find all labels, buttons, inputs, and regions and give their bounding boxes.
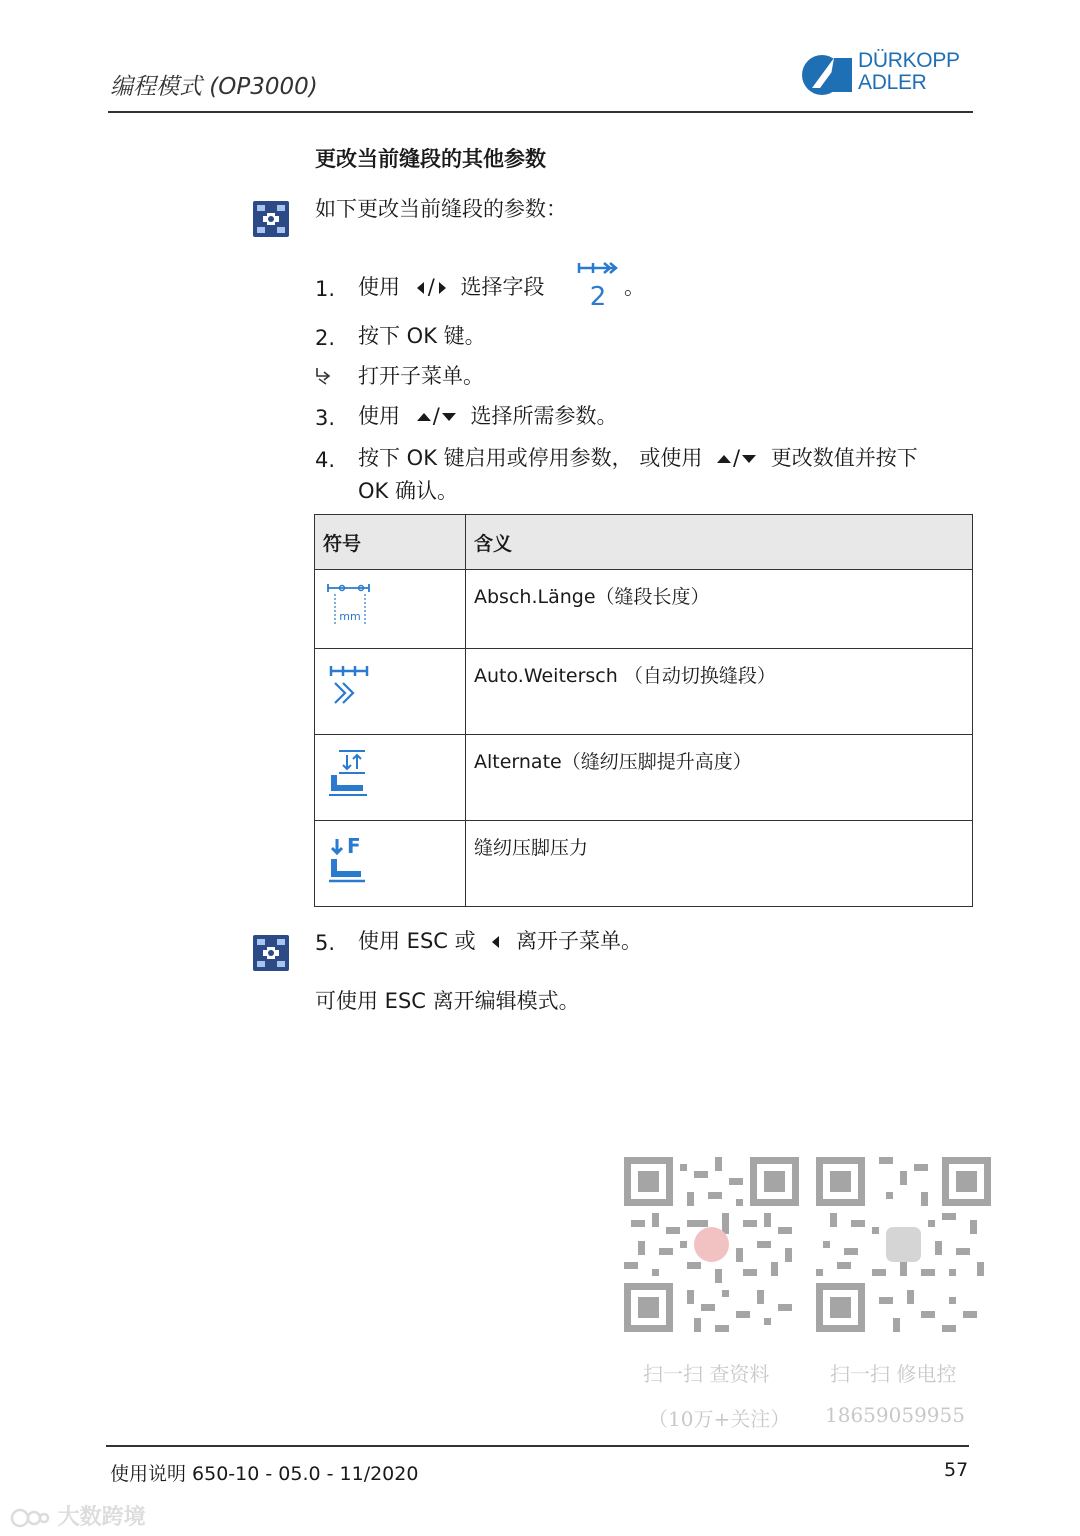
step-2-number: 2.	[315, 326, 336, 350]
header-rule	[108, 111, 973, 113]
step-3-text-a: 使用	[358, 404, 400, 428]
intro-text: 如下更改当前缝段的参数：	[315, 197, 567, 221]
symbol-cell	[315, 821, 466, 907]
seam-length-icon	[325, 582, 373, 628]
qr-right-caption-1: 扫一扫 修电控	[830, 1362, 957, 1386]
svg-text:2: 2	[589, 282, 607, 308]
step-3-text-b: 选择所需参数。	[470, 404, 618, 428]
meaning-cell: Auto.Weitersch （自动切换缝段）	[466, 649, 973, 735]
brand-name: DÜRKOPP ADLER	[858, 49, 960, 94]
step-5-number: 5.	[315, 931, 336, 955]
svg-text:mm: mm	[339, 610, 361, 623]
step-3-sep: /	[432, 404, 440, 428]
step-1-sep: /	[427, 275, 435, 299]
arrow-left-icon	[492, 936, 499, 948]
step-5-text-b: 离开子菜单。	[516, 929, 642, 953]
qr-left-caption-2: （10万+关注）	[648, 1407, 791, 1431]
parameter-table	[314, 514, 973, 907]
table-header-row	[315, 515, 973, 570]
step-1-text-b: 选择字段	[460, 275, 545, 299]
watermark-logo-icon	[10, 1506, 50, 1530]
meaning-cell: Absch.Länge（缝段长度）	[466, 570, 973, 649]
step-1-end: 。	[624, 275, 645, 299]
qr-code-right	[816, 1157, 991, 1332]
arrow-up-icon	[717, 455, 731, 463]
result-text: 打开子菜单。	[358, 364, 484, 388]
segment-2-field-icon	[576, 260, 622, 308]
table-row	[315, 735, 973, 821]
step-3	[358, 402, 617, 430]
control-panel-icon	[253, 935, 289, 971]
brand-mark-icon	[800, 52, 856, 98]
step-4-number: 4.	[315, 448, 336, 472]
foot-lift-icon	[325, 747, 373, 797]
meaning-cell: 缝纫压脚压力	[466, 821, 973, 907]
section-heading: 更改当前缝段的其他参数	[315, 147, 546, 171]
step-4-text-a: 按下 OK 键启用或停用参数， 或使用	[358, 446, 703, 470]
qr-code-left	[624, 1157, 799, 1332]
qr-right-caption-2: 18659059955	[825, 1403, 965, 1427]
step-2-text: 按下 OK 键。	[358, 324, 486, 348]
page-header-title: 编程模式 (OP3000)	[110, 74, 318, 100]
symbol-cell	[315, 649, 466, 735]
footer-document-info: 使用说明 650-10 - 05.0 - 11/2020	[110, 1463, 419, 1485]
svg-text:F: F	[347, 834, 361, 858]
table-row	[315, 821, 973, 907]
meaning-cell: Alternate（缝纫压脚提升高度）	[466, 735, 973, 821]
step-1	[358, 273, 544, 301]
step-1-text-a: 使用	[358, 275, 400, 299]
note-text: 可使用 ESC 离开编辑模式。	[315, 989, 580, 1013]
arrow-left-icon	[417, 282, 424, 294]
auto-next-segment-icon	[325, 661, 373, 709]
result-arrow-icon	[314, 366, 334, 386]
table-row	[315, 649, 973, 735]
column-header-meaning: 含义	[466, 515, 973, 570]
step-3-number: 3.	[315, 406, 336, 430]
arrow-down-icon	[742, 455, 756, 463]
symbol-cell	[315, 570, 466, 649]
symbol-cell	[315, 735, 466, 821]
control-panel-icon	[253, 201, 289, 237]
step-5-text-a: 使用 ESC 或	[358, 929, 476, 953]
table-row	[315, 570, 973, 649]
step-1-number: 1.	[315, 277, 336, 301]
arrow-up-icon	[417, 413, 431, 421]
step-5	[358, 927, 642, 955]
step-4-sep: /	[733, 446, 741, 470]
page-number: 57	[944, 1459, 969, 1481]
brand-logo	[800, 50, 975, 98]
arrow-right-icon	[439, 282, 446, 294]
qr-left-caption-1: 扫一扫 查资料	[643, 1362, 770, 1386]
watermark: 大数跨境	[10, 1500, 146, 1531]
footer-rule	[106, 1445, 969, 1447]
foot-pressure-icon	[325, 833, 373, 883]
step-4	[358, 444, 918, 472]
step-4-text-b: 更改数值并按下	[770, 446, 918, 470]
step-4-line2: OK 确认。	[358, 479, 458, 503]
column-header-symbol: 符号	[315, 515, 466, 570]
arrow-down-icon	[442, 413, 456, 421]
